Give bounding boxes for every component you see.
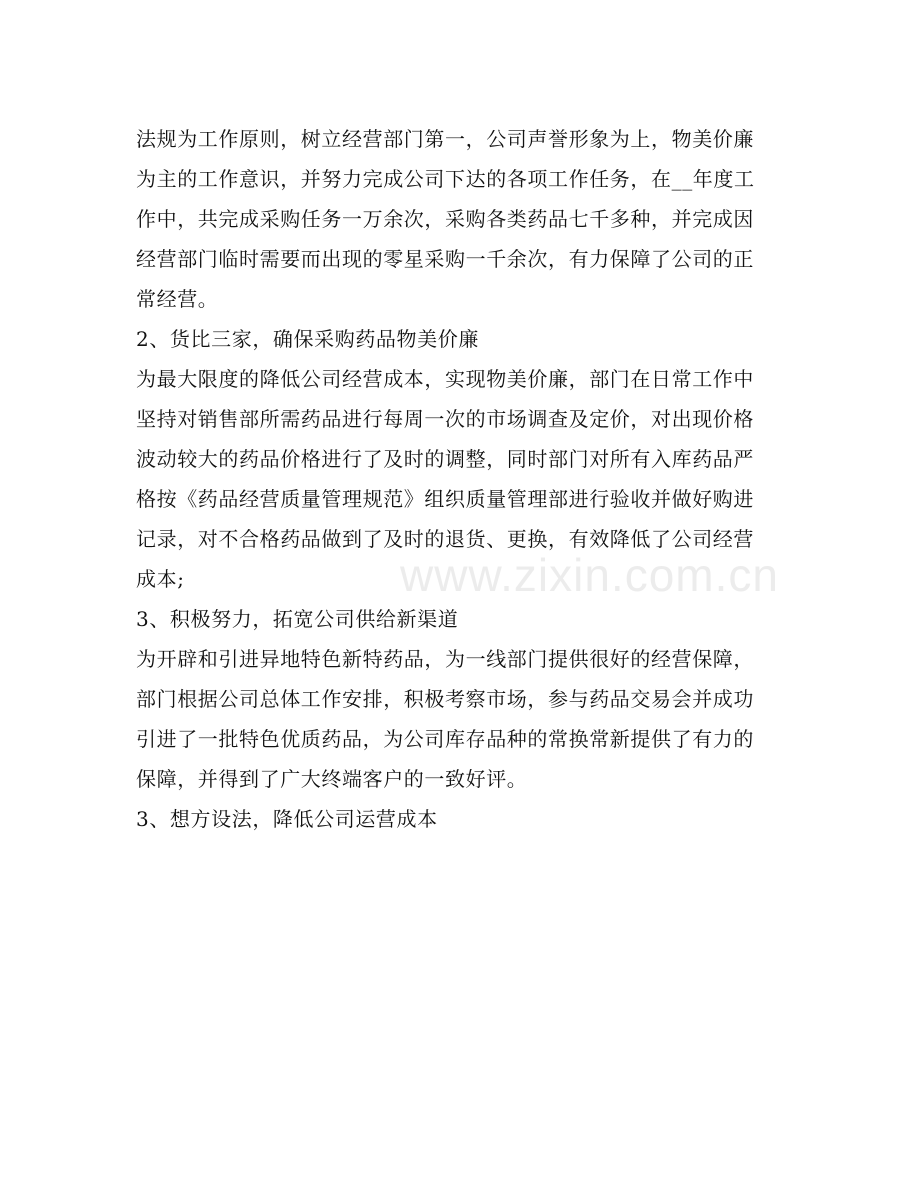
paragraph-2-line-3: 波动较大的药品价格进行了及时的调整，同时部门对所有入库药品严 xyxy=(136,447,754,471)
paragraph-2-line-1: 为最大限度的降低公司经营成本，实现物美价廉，部门在日常工作中 xyxy=(136,367,754,391)
paragraph-1-line-3: 作中，共完成采购任务一万余次，采购各类药品七千多种，并完成因 xyxy=(136,207,754,231)
section-heading-3: 3、积极努力，拓宽公司供给新渠道 xyxy=(136,607,459,631)
section-heading-2: 2、货比三家，确保采购药品物美价廉 xyxy=(136,327,479,351)
paragraph-2-line-6: 成本; xyxy=(136,567,185,591)
paragraph-3-line-3: 引进了一批特色优质药品，为公司库存品种的常换常新提供了有力的 xyxy=(136,727,754,751)
paragraph-2-line-5: 记录，对不合格药品做到了及时的退货、更换，有效降低了公司经营 xyxy=(136,527,754,551)
watermark: www.zixin.com.cn xyxy=(400,549,779,601)
paragraph-1-line-5: 常经营。 xyxy=(136,287,219,311)
paragraph-2-line-2: 坚持对销售部所需药品进行每周一次的市场调查及定价，对出现价格 xyxy=(136,407,754,431)
paragraph-1-line-1: 法规为工作原则，树立经营部门第一，公司声誉形象为上，物美价廉 xyxy=(136,127,754,151)
paragraph-1-line-2: 为主的工作意识，并努力完成公司下达的各项工作任务，在__年度工 xyxy=(136,167,755,191)
paragraph-2-line-4: 格按《药品经营质量管理规范》组织质量管理部进行验收并做好购进 xyxy=(136,487,754,511)
paragraph-3-line-2: 部门根据公司总体工作安排，积极考察市场，参与药品交易会并成功 xyxy=(136,687,754,711)
section-heading-4: 3、想方设法，降低公司运营成本 xyxy=(136,807,438,831)
document-body xyxy=(136,119,796,839)
paragraph-1-line-4: 经营部门临时需要而出现的零星采购一千余次，有力保障了公司的正 xyxy=(136,247,754,271)
paragraph-3-line-4: 保障，并得到了广大终端客户的一致好评。 xyxy=(136,767,528,791)
paragraph-3-line-1: 为开辟和引进异地特色新特药品，为一线部门提供很好的经营保障， xyxy=(136,647,754,671)
